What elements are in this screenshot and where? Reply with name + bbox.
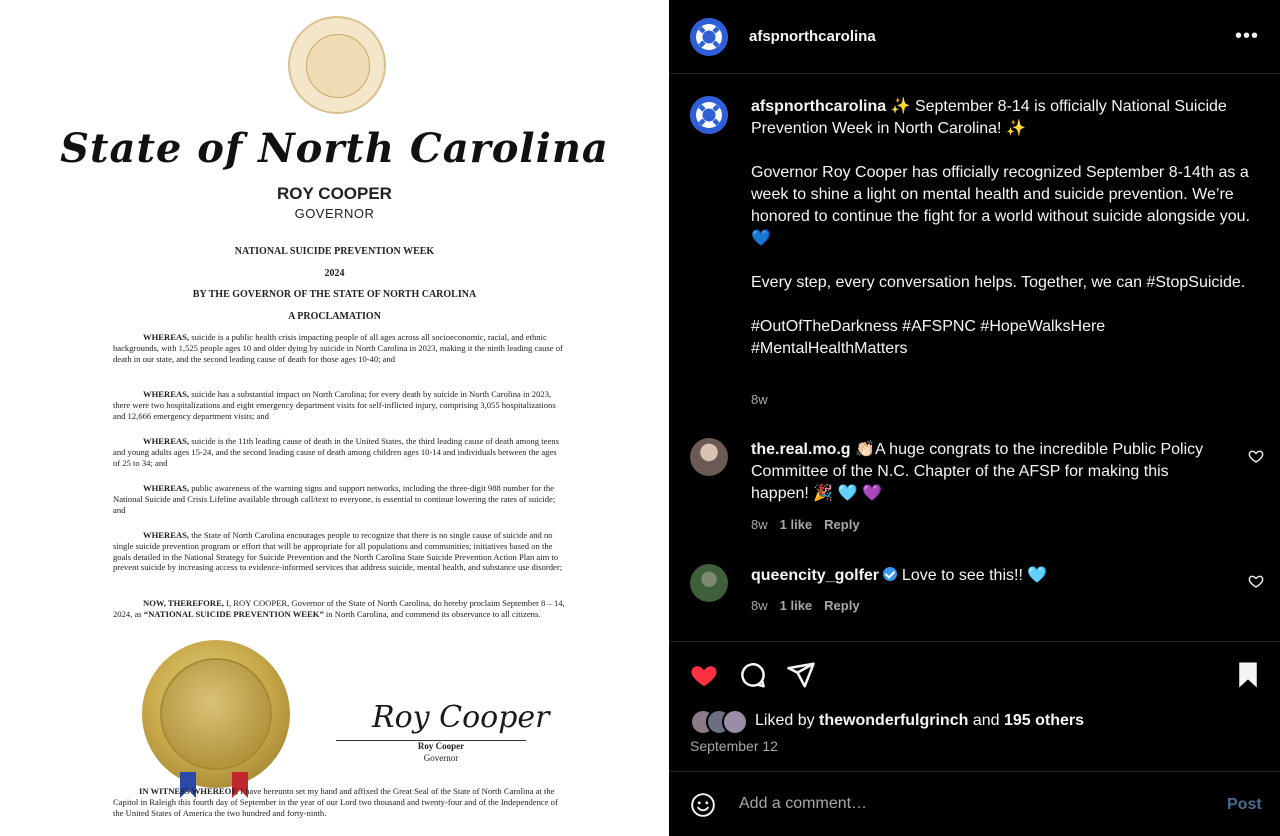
add-comment-bar [669, 771, 1280, 836]
doc-state-title: State of North Carolina [60, 125, 609, 172]
post-comment-button[interactable]: Post [1227, 796, 1262, 813]
author-avatar[interactable] [690, 18, 728, 56]
doc-whereas-5: WHEREAS, the State of North Carolina encourages people to recognize that there is no single cause of suicide and no single suicide prevention program or effort that will be appropriate for all populations and communities; initiatives based on the goals detailed in the National Strategy for Suicide Prevention and the North Carolina State Suicide Prevention Action Plan aim to prevent suicide by increasing access to evidence-informed services that address suicide, mental health, and substance use disorder; [113, 530, 563, 573]
verified-badge-icon [883, 567, 897, 581]
signature-title: Governor [423, 753, 459, 763]
comment-text: queencity_golfer Love to see this!! 🩵 [751, 567, 1048, 584]
liked-by-user[interactable]: thewonderfulgrinch [819, 712, 969, 729]
caption-text-3: Every step, every conversation helps. Together, we can #StopSuicide. [751, 274, 1246, 291]
doc-whereas-1: WHEREAS, suicide is a public health crisis impacting people of all ages across all socioeconomic, racial, and ethnic backgrounds, with 1,525 people ages 10 and older dying by suicide in North Carolina in 2023, making it the ninth leading cause of death in our state, and the second leading cause of death for those ages 10-40; and [113, 332, 563, 364]
comment-likes[interactable]: 1 like [779, 598, 813, 613]
doc-whereas-3: WHEREAS, suicide is the 11th leading cause of death in the United States, the third leading cause of death among teens and young adults ages 15-24, and the second leading cause of death among children ages 10-14 and individuals between the ages of 25 to 34; and [113, 436, 559, 468]
comment-like-heart-icon[interactable] [1248, 448, 1264, 464]
post-header [669, 0, 1280, 74]
share-send-icon[interactable] [786, 660, 816, 690]
emoji-smiley-icon[interactable] [690, 792, 716, 818]
doc-governor-name: ROY COOPER [277, 184, 392, 203]
add-comment-input[interactable] [739, 795, 1199, 813]
caption-timestamp[interactable]: 8w [751, 392, 768, 407]
actions-divider [669, 641, 1280, 643]
post-details-panel [669, 0, 1280, 836]
lifebuoy-icon [690, 18, 728, 56]
state-seal-icon [288, 16, 386, 114]
liked-by-text[interactable]: Liked by thewonderfulgrinch and 195 others [755, 712, 1085, 729]
doc-whereas-4: WHEREAS, public awareness of the warning signs and support networks, including the three-digit 988 number for the National Suicide and Crisis Lifeline available through call/text to everyone, is essential to continue lowering the rates of suicide; and [113, 483, 556, 515]
comment-reply-button[interactable]: Reply [824, 517, 860, 532]
like-heart-icon[interactable] [689, 660, 719, 690]
comment-time[interactable]: 8w [751, 517, 768, 532]
doc-therefore: NOW, THEREFORE, I, ROY COOPER, Governor of the State of North Carolina, do hereby proclaim September 8 – 14, 2024, as “NATIONAL SUICIDE PREVENTION WEEK” in North Carolina, and commend its observance to all citizens. [113, 598, 565, 619]
doc-proclamation: A PROCLAMATION [288, 311, 381, 322]
doc-whereas-2: WHEREAS, suicide has a substantial impact on North Carolina; for every death by suicide in North Carolina in 2023, there were two hospitalizations and eight emergency department visits for self-inflicted injury, comprising 3,055 hospitalizations and 12,666 emergency department visits; and [113, 389, 556, 421]
doc-witness: IN WITNESS WHEREOF, I have hereunto set my hand and affixed the Great Seal of the State of North Carolina at the Capitol in Raleigh this fourth day of September in the year of our Lord two thousand and twenty-four and of the Independence of the United States of America the two hundred and forty-ninth. [113, 786, 558, 818]
comment-likes[interactable]: 1 like [779, 517, 813, 532]
governor-signature: Roy Cooper [372, 700, 550, 735]
liker-avatar [722, 709, 748, 735]
lifebuoy-icon [690, 96, 728, 134]
liked-by-avatars[interactable] [690, 709, 750, 733]
comment-like-heart-icon[interactable] [1248, 573, 1264, 589]
caption-avatar[interactable] [690, 96, 728, 134]
caption-text-1: ✨ September 8-14 is officially National Suicide Prevention Week in North Carolina! ✨ [751, 98, 1227, 137]
commenter-username[interactable]: the.real.mo.g [751, 441, 851, 458]
doc-heading: NATIONAL SUICIDE PREVENTION WEEK [234, 246, 435, 257]
caption-username[interactable]: afspnorthcarolina [751, 98, 887, 115]
post-caption [751, 96, 1251, 382]
doc-governor-title: GOVERNOR [294, 206, 375, 221]
commenter-username[interactable]: queencity_golfer [751, 567, 880, 584]
author-username[interactable]: afspnorthcarolina [749, 28, 876, 45]
doc-year: 2024 [324, 268, 345, 279]
comment-time[interactable]: 8w [751, 598, 768, 613]
liked-by-others[interactable]: 195 others [1003, 712, 1085, 729]
comment-reply-button[interactable]: Reply [824, 598, 860, 613]
comment-meta [751, 517, 872, 532]
commenter-avatar[interactable] [690, 564, 728, 602]
gold-seal-icon [142, 640, 290, 788]
comment-bubble-icon[interactable] [738, 660, 768, 690]
save-bookmark-icon[interactable] [1233, 660, 1263, 690]
doc-by-line: BY THE GOVERNOR OF THE STATE OF NORTH CAROLINA [192, 289, 477, 300]
more-options-icon[interactable]: ••• [1235, 25, 1260, 47]
commenter-avatar[interactable] [690, 438, 728, 476]
comment-meta [751, 598, 872, 613]
comment-text: the.real.mo.g 👏🏻A huge congrats to the incredible Public Policy Committee of the N.C. Chapter of the AFSP for making this happen! 🎉 🩵 💜 [751, 441, 1204, 502]
caption-hashtags[interactable]: #OutOfTheDarkness #AFSPNC #HopeWalksHere #MentalHealthMatters [751, 318, 1106, 357]
signature-name: Roy Cooper [417, 741, 465, 751]
caption-text-2: Governor Roy Cooper has officially recognized September 8-14th as a week to shine a light on mental health and suicide prevention. We’re honored to continue the fight for a world without suicide alongside you. 💙 [751, 164, 1250, 247]
post-date[interactable]: September 12 [690, 738, 778, 754]
